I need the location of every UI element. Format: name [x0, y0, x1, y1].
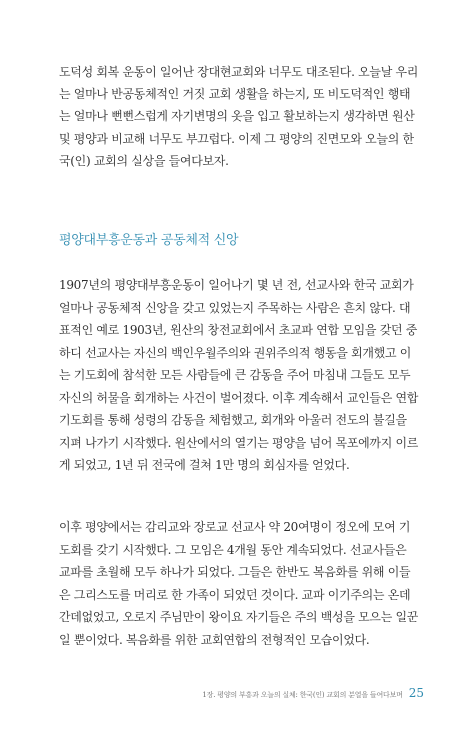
text-line: 도덕성 회복 운동이 일어난 장대현교회와 너무도 대조된다. 오늘날 우리: [59, 65, 419, 79]
paragraph-pyongyang-prayer: [59, 516, 419, 651]
running-head: 1장. 평양의 부흥과 오늘의 실체: 한국(인) 교회의 분열을 들여다보며: [202, 691, 403, 699]
text-line: 자신의 허물을 회개하는 사건이 벌어졌다. 이후 계속해서 교인들은 연합: [59, 390, 419, 405]
text-line: 기도회를 통해 성령의 감동을 체험했고, 회개와 아울러 전도의 불길을: [59, 413, 407, 427]
text-line: 및 평양과 비교해 너무도 부끄럽다. 이제 그 평양의 진면모와 오늘의 한: [59, 131, 414, 146]
text-line: 는 얼마나 뻔뻔스럽게 자기변명의 옷을 입고 활보하는지 생각하면 원산: [59, 109, 415, 124]
text-line: 교파를 초월해 모두 하나가 되었다. 그들은 한반도 복음화를 위해 이들: [59, 565, 411, 579]
text-line: 도회를 갖기 시작했다. 그 모임은 4개월 동안 계속되었다. 선교사들은: [59, 542, 407, 557]
text-line: 국(인) 교회의 실상을 들여다보자.: [59, 153, 229, 168]
text-line: 간데없었고, 오로지 주님만이 왕이요 자기들은 주의 백성을 모으는 일꾼: [59, 610, 419, 624]
text-line: 이후 평양에서는 감리교와 장로교 선교사 약 20여명이 정오에 모여 기: [59, 520, 411, 534]
paragraph-intro: [59, 61, 419, 172]
section-heading: 평양대부흥운동과 공동체적 신앙: [59, 233, 239, 248]
text-line: 얼마나 공동체적 신앙을 갖고 있었는지 주목하는 사람은 흔치 않다. 대: [59, 300, 411, 315]
text-line: 지펴 나가기 시작했다. 원산에서의 열기는 평양을 넘어 목포에까지 이르: [59, 435, 419, 450]
text-line: 일 뿐이었다. 복음화를 위한 교회연합의 전형적인 모습이었다.: [59, 632, 370, 647]
text-line: 1907년의 평양대부흥운동이 일어나기 몇 년 전, 선교사와 한국 교회가: [59, 278, 414, 292]
text-line: 는 기도회에 참석한 모든 사람들에 큰 감동을 주어 마침내 그들도 모두: [59, 368, 411, 382]
paragraph-revival-history: [59, 274, 419, 477]
page-number: 25: [408, 686, 424, 700]
text-line: 하디 선교사는 자신의 백인우월주의와 권위주의적 행동을 회개했고 이: [59, 345, 412, 360]
text-line: 는 얼마나 반공동체적인 거짓 교회 생활을 하는지, 또 비도덕적인 행태: [59, 87, 411, 102]
page-footer: [202, 686, 424, 700]
text-line: 게 되었고, 1년 뒤 전국에 걸쳐 1만 명의 회심자를 얻었다.: [59, 458, 350, 472]
text-line: 은 그리스도를 머리로 한 가족이 되었던 것이다. 교파 이기주의는 온데: [59, 587, 411, 602]
text-line: 표적인 예로 1903년, 원산의 창전교회에서 초교파 연합 모임을 갖던 중: [59, 323, 418, 337]
